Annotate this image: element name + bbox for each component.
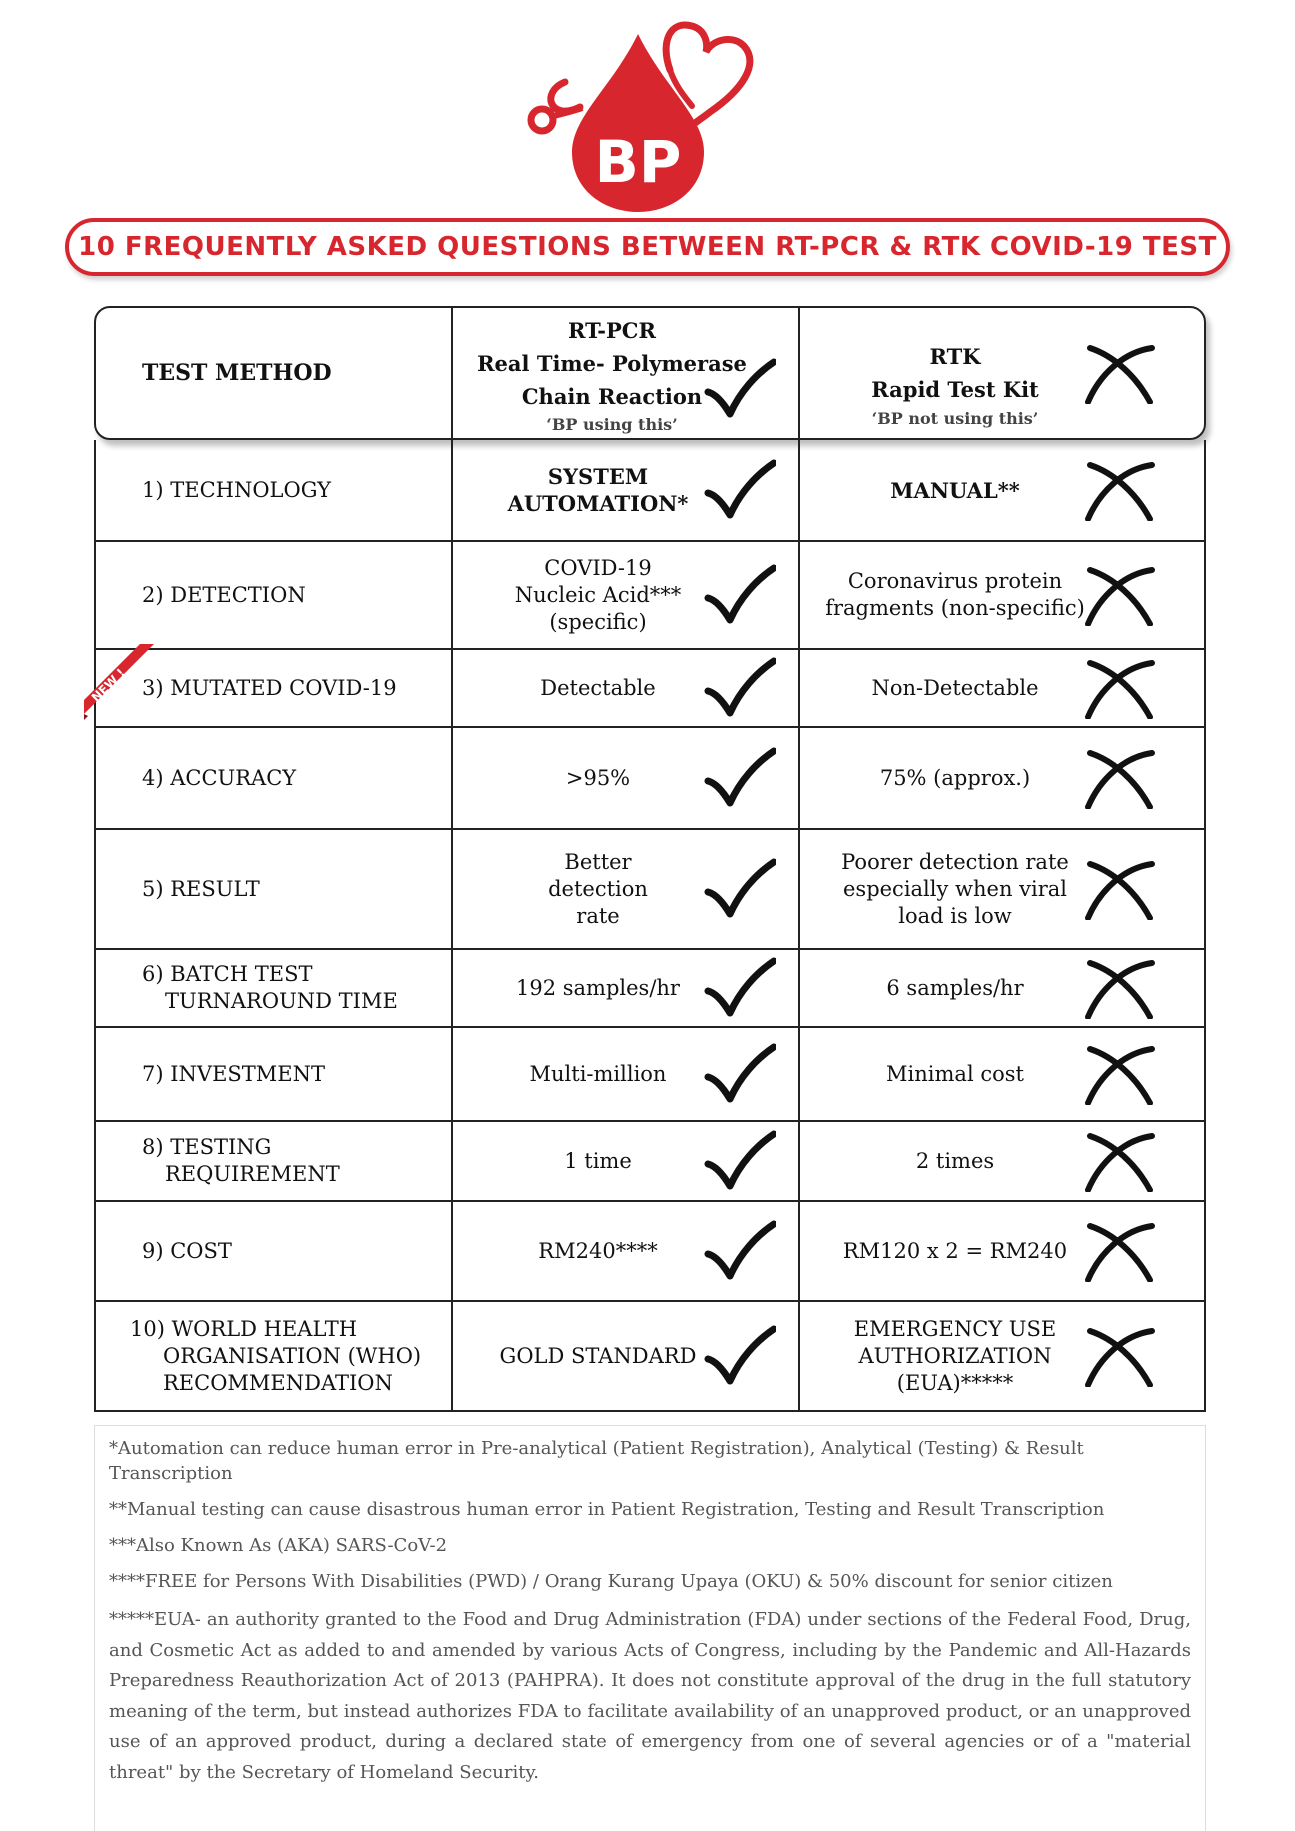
rtk-value-line: Minimal cost	[886, 1061, 1024, 1086]
rtk-value-line: Poorer detection rate	[841, 849, 1069, 874]
question-label	[142, 1061, 325, 1088]
rt-pcr-subtitle-1: Real Time- Polymerase	[477, 351, 747, 376]
rtk-value-line: Non-Detectable	[871, 675, 1039, 700]
check-icon	[704, 858, 776, 920]
rt-pcr-cell	[453, 830, 800, 948]
rtk-value-line: MANUAL**	[890, 477, 1020, 503]
check-icon	[704, 657, 776, 719]
comparison-table	[88, 306, 1206, 1412]
footnote-5: *****EUA- an authority granted to the Food and Drug Administration (FDA) under sections of the Federal Food, Drug, and Cosmetic Act as added to and amended by various Acts of Congress, including by the Pandemic and All-Hazards Preparedness Reauthorization Act of 2013 (PAHPRA). It does not constitute approval of the drug in the full statutory meaning of the term, but instead authorizes FDA to facilitate availability of an unapproved product, or an unapproved use of an approved product, during a declared state of emergency from one of several agencies or of a "material threat" by the Secretary of Homeland Security.	[109, 1609, 1191, 1783]
rt-pcr-cell	[453, 950, 800, 1026]
table-row	[94, 1122, 1206, 1202]
rtk-note: ‘BP not using this’	[871, 409, 1039, 428]
table-row	[94, 1028, 1206, 1122]
question-cell	[96, 1122, 453, 1200]
footnote-4: ****FREE for Persons With Disabilities (PWD) / Orang Kurang Upaya (OKU) & 50% discount for senior citizen	[109, 1571, 1113, 1592]
cross-icon	[1084, 342, 1156, 404]
table-row	[88, 650, 1206, 728]
table-row	[94, 728, 1206, 830]
question-label-line: 4) ACCURACY	[142, 765, 297, 790]
rtk-value	[800, 1061, 1110, 1088]
question-cell	[96, 542, 453, 648]
question-cell	[96, 728, 453, 828]
cross-icon	[1084, 1220, 1156, 1282]
rt-pcr-value	[453, 1238, 743, 1265]
rt-pcr-value	[453, 1061, 743, 1088]
rtk-subtitle: Rapid Test Kit	[871, 377, 1039, 402]
page-title: 10 FREQUENTLY ASKED QUESTIONS BETWEEN RT-PCR & RTK COVID-19 TEST	[78, 232, 1217, 262]
rtk-value-line: (EUA)*****	[896, 1370, 1014, 1395]
test-method-header	[96, 308, 453, 438]
rt-pcr-value-line: rate	[576, 903, 620, 928]
rt-pcr-title: RT-PCR	[568, 318, 656, 343]
rtk-value	[800, 675, 1110, 702]
check-icon	[704, 564, 776, 626]
rt-pcr-cell	[453, 1028, 800, 1120]
question-label	[142, 961, 398, 1015]
rtk-value-line: AUTHORIZATION	[858, 1343, 1052, 1368]
rtk-cell	[800, 1028, 1204, 1120]
rt-pcr-value-line: COVID-19	[544, 555, 652, 580]
question-label-line: RECOMMENDATION	[163, 1370, 393, 1395]
rtk-cell	[800, 950, 1204, 1026]
rtk-value-line: Coronavirus protein	[847, 569, 1063, 593]
logo-text: BP	[594, 128, 682, 196]
table-row	[94, 1302, 1206, 1412]
check-icon	[704, 747, 776, 809]
rtk-value-line: fragments (non-specific)	[825, 596, 1085, 620]
rt-pcr-cell	[453, 728, 800, 828]
question-cell	[96, 1202, 453, 1300]
rt-pcr-value	[453, 463, 743, 517]
rt-pcr-cell	[453, 1202, 800, 1300]
rt-pcr-value-line: Multi-million	[529, 1061, 667, 1086]
question-label-line: 5) RESULT	[142, 876, 260, 901]
rt-pcr-value-line: 192 samples/hr	[516, 975, 680, 1000]
question-cell	[88, 650, 453, 726]
rtk-cell	[800, 650, 1204, 726]
rt-pcr-value	[453, 1148, 743, 1175]
question-cell	[96, 1028, 453, 1120]
check-icon	[704, 1130, 776, 1192]
title-banner	[65, 218, 1230, 276]
question-label-line: 1) TECHNOLOGY	[142, 477, 331, 502]
question-label	[142, 675, 397, 702]
rtk-title: RTK	[929, 344, 981, 369]
rt-pcr-cell	[453, 1302, 800, 1410]
rt-pcr-value-line: GOLD STANDARD	[499, 1343, 697, 1368]
cross-icon	[1084, 1325, 1156, 1387]
question-label	[142, 1238, 232, 1265]
rt-pcr-value	[453, 1343, 743, 1370]
rtk-value	[800, 1316, 1110, 1397]
question-cell	[96, 440, 453, 540]
question-label	[130, 1316, 421, 1397]
rt-pcr-value-line: detection	[548, 876, 648, 901]
rtk-value	[800, 1238, 1110, 1265]
rtk-value-line: load is low	[898, 903, 1012, 928]
rt-pcr-value	[453, 555, 743, 636]
cross-icon	[1084, 747, 1156, 809]
table-row	[94, 950, 1206, 1028]
rtk-cell	[800, 1202, 1204, 1300]
rt-pcr-cell	[453, 1122, 800, 1200]
question-label	[142, 1134, 340, 1188]
rt-pcr-value	[453, 975, 743, 1002]
question-label	[142, 765, 296, 792]
rtk-cell	[800, 1302, 1204, 1410]
rt-pcr-header	[453, 308, 800, 438]
rtk-value-line: 2 times	[915, 1148, 995, 1173]
question-label-line: TURNAROUND TIME	[165, 989, 398, 1013]
check-icon	[704, 358, 776, 420]
check-icon	[704, 1220, 776, 1282]
cross-icon	[1084, 657, 1156, 719]
rtk-value-line: 6 samples/hr	[886, 975, 1024, 1000]
table-row	[94, 542, 1206, 650]
question-label-line: 2) DETECTION	[142, 582, 306, 607]
cross-icon	[1084, 459, 1156, 521]
question-label-line: 9) COST	[142, 1238, 232, 1263]
check-icon	[704, 957, 776, 1019]
question-label	[142, 582, 306, 609]
footnote-2: **Manual testing can cause disastrous human error in Patient Registration, Testing and Result Transcription	[109, 1499, 1105, 1520]
check-icon	[704, 1043, 776, 1105]
cross-icon	[1084, 1130, 1156, 1192]
question-label	[142, 876, 260, 903]
question-label-line: REQUIREMENT	[165, 1162, 340, 1186]
footnotes	[94, 1425, 1206, 1831]
question-cell	[96, 950, 453, 1026]
rtk-value	[800, 849, 1110, 930]
table-row	[94, 830, 1206, 950]
rt-pcr-value	[453, 849, 743, 930]
question-cell	[96, 830, 453, 948]
bp-logo	[520, 12, 780, 212]
table-header-row	[94, 306, 1206, 440]
rt-pcr-value-line: AUTOMATION*	[507, 491, 689, 516]
rt-pcr-value-line: RM240****	[538, 1238, 658, 1263]
rtk-value	[800, 975, 1110, 1002]
cross-icon	[1084, 957, 1156, 1019]
rtk-value	[800, 765, 1110, 792]
rt-pcr-value-line: (specific)	[549, 609, 647, 634]
question-label	[142, 477, 331, 504]
rtk-value	[800, 568, 1110, 622]
question-label-line: 6) BATCH TEST	[142, 962, 313, 986]
rt-pcr-cell	[453, 542, 800, 648]
check-icon	[704, 1325, 776, 1387]
question-label-line: 3) MUTATED COVID-19	[142, 675, 397, 700]
rt-pcr-value-line: Nucleic Acid***	[514, 582, 682, 607]
rt-pcr-cell	[453, 440, 800, 540]
rtk-value-line: especially when viral	[842, 876, 1068, 901]
footnote-1: *Automation can reduce human error in Pre-analytical (Patient Registration), Analytical (Testing) & Result Transcription	[109, 1438, 1084, 1484]
new-ribbon-badge	[84, 644, 166, 726]
rt-pcr-value-line: Better	[564, 849, 632, 874]
rt-pcr-value	[453, 675, 743, 702]
rtk-cell	[800, 440, 1204, 540]
question-label-line: 10) WORLD HEALTH	[130, 1316, 358, 1341]
rtk-cell	[800, 830, 1204, 948]
rt-pcr-subtitle-2: Chain Reaction	[521, 384, 703, 409]
question-cell	[96, 1302, 453, 1410]
rtk-value	[800, 477, 1110, 504]
table-row	[94, 440, 1206, 542]
rt-pcr-value	[453, 765, 743, 792]
rtk-header	[800, 308, 1204, 438]
rtk-value-line: RM120 x 2 = RM240	[842, 1238, 1068, 1263]
cross-icon	[1084, 564, 1156, 626]
rtk-cell	[800, 728, 1204, 828]
rt-pcr-cell	[453, 650, 800, 726]
rtk-cell	[800, 542, 1204, 648]
check-icon	[704, 459, 776, 521]
footnote-3: ***Also Known As (AKA) SARS-CoV-2	[109, 1535, 448, 1556]
question-label-line: 7) INVESTMENT	[142, 1061, 326, 1086]
rt-pcr-value-line: 1 time	[564, 1148, 632, 1173]
question-label-line: ORGANISATION (WHO)	[163, 1343, 422, 1368]
rt-pcr-value-line: Detectable	[540, 675, 656, 700]
rt-pcr-value-line: SYSTEM	[547, 464, 649, 489]
test-method-label: TEST METHOD	[142, 360, 332, 386]
cross-icon	[1084, 1043, 1156, 1105]
rtk-value	[800, 1148, 1110, 1175]
new-badge-text: NEW !	[88, 665, 128, 705]
rt-pcr-value-line: >95%	[565, 765, 631, 790]
rt-pcr-note: ‘BP using this’	[546, 415, 678, 434]
rtk-value-line: 75% (approx.)	[879, 765, 1031, 790]
cross-icon	[1084, 858, 1156, 920]
rtk-value-line: EMERGENCY USE	[853, 1316, 1057, 1341]
question-label-line: 8) TESTING	[142, 1135, 272, 1159]
rtk-cell	[800, 1122, 1204, 1200]
table-row	[94, 1202, 1206, 1302]
